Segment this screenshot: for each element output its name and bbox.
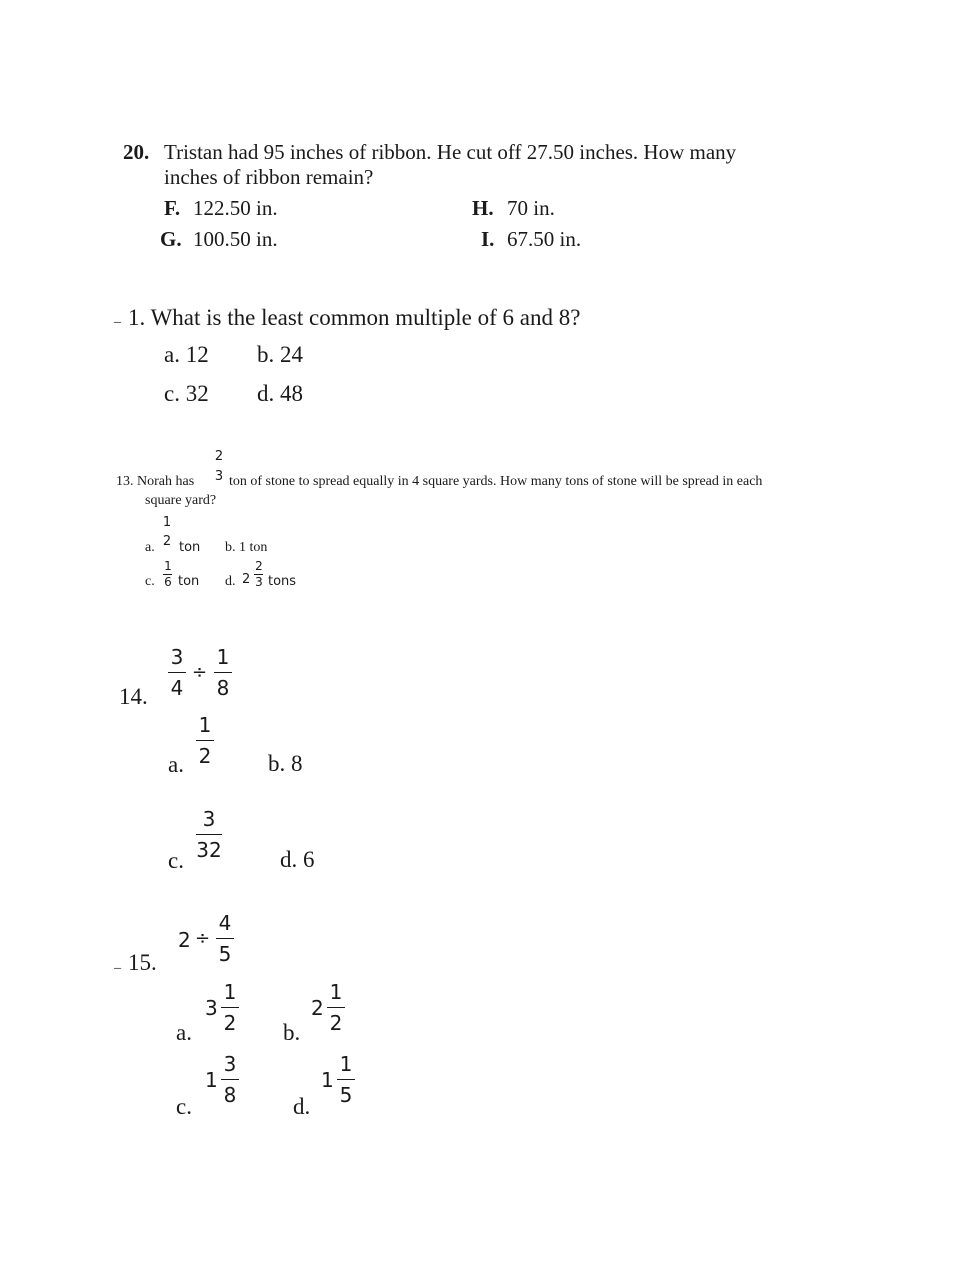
fraction-bar <box>221 1079 239 1080</box>
fraction-numerator: 2 <box>214 449 224 464</box>
choice-letter: c. <box>145 574 155 589</box>
choice-c: c. 32 <box>164 381 209 406</box>
question-text-suffix: ton of stone to spread equally in 4 square yards. How many tons of stone will be spread in each <box>229 474 763 489</box>
fraction-denominator: 5 <box>339 1083 353 1107</box>
question-text: 1. What is the least common multiple of 6 and 8? <box>128 305 581 330</box>
choice-letter: a. <box>168 752 184 777</box>
answer-blank: _ <box>114 310 121 325</box>
divide-sign: ÷ <box>192 662 208 683</box>
choice-letter: a. <box>176 1020 192 1045</box>
fraction-numerator: 1 <box>329 980 343 1004</box>
fraction-numerator: 1 <box>198 713 212 737</box>
choice-letter: I. <box>481 227 495 251</box>
fraction-bar <box>196 834 222 835</box>
fraction-numerator: 1 <box>339 1052 353 1076</box>
fraction-numerator: 3 <box>170 645 184 669</box>
question-text-prefix: 13. Norah has <box>116 474 195 489</box>
choice-letter: b. <box>283 1020 301 1045</box>
choice-letter: d. <box>293 1094 311 1119</box>
choice-b: b. 1 ton <box>225 540 268 555</box>
fraction-denominator: 3 <box>214 469 224 484</box>
fraction-numerator: 1 <box>164 559 172 573</box>
choice-d: d. 48 <box>257 381 303 406</box>
fraction-denominator: 8 <box>223 1083 237 1107</box>
choice-letter: a. <box>145 540 155 555</box>
question-text-line1: Tristan had 95 inches of ribbon. He cut off 27.50 inches. How many <box>164 140 737 164</box>
mixed-whole: 3 <box>205 996 218 1020</box>
mixed-whole: 1 <box>205 1068 218 1092</box>
fraction-numerator: 4 <box>218 911 232 935</box>
choice-letter: G. <box>160 227 182 251</box>
fraction-bar <box>168 672 186 673</box>
fraction-denominator: 4 <box>170 676 184 700</box>
question-text-line2: square yard? <box>145 493 217 508</box>
choice-unit: tons <box>268 574 297 589</box>
choice-unit: ton <box>179 540 201 555</box>
mixed-whole: 2 <box>242 572 251 587</box>
fraction-denominator: 2 <box>329 1011 343 1035</box>
fraction-denominator: 32 <box>196 838 222 862</box>
fraction-denominator: 5 <box>218 942 232 966</box>
fraction-denominator: 8 <box>216 676 230 700</box>
fraction-denominator: 3 <box>255 575 263 589</box>
choice-text: 67.50 in. <box>507 227 582 251</box>
choice-unit: ton <box>178 574 200 589</box>
fraction-numerator: 2 <box>255 559 263 573</box>
fraction-denominator: 2 <box>223 1011 237 1035</box>
choice-letter: c. <box>176 1094 192 1119</box>
divide-sign: ÷ <box>195 928 211 949</box>
expression-whole: 2 <box>178 928 191 952</box>
fraction-bar <box>327 1007 345 1008</box>
question-number: 15. <box>128 950 157 975</box>
choice-a: a. 12 <box>164 342 209 367</box>
choice-text: 122.50 in. <box>193 196 278 220</box>
mixed-whole: 1 <box>321 1068 334 1092</box>
fraction-denominator: 2 <box>162 534 172 549</box>
answer-blank: _ <box>114 956 121 971</box>
fraction-numerator: 1 <box>223 980 237 1004</box>
fraction-bar <box>337 1079 355 1080</box>
choice-letter: d. <box>225 574 236 589</box>
choice-letter: H. <box>472 196 494 220</box>
question-number: 14. <box>119 684 148 709</box>
fraction-bar <box>221 1007 239 1008</box>
question-number: 20. <box>123 140 150 164</box>
fraction-bar <box>214 672 232 673</box>
mixed-whole: 2 <box>311 996 324 1020</box>
choice-letter: F. <box>164 196 181 220</box>
choice-text: 100.50 in. <box>193 227 278 251</box>
fraction-denominator: 6 <box>164 575 172 589</box>
fraction-numerator: 1 <box>162 515 172 530</box>
choice-text: 70 in. <box>507 196 555 220</box>
fraction-numerator: 3 <box>202 807 216 831</box>
question-text-line2: inches of ribbon remain? <box>164 165 374 189</box>
choice-b: b. 24 <box>257 342 303 367</box>
fraction-bar <box>196 740 214 741</box>
choice-d: d. 6 <box>280 847 315 872</box>
choice-letter: c. <box>168 848 184 873</box>
fraction-numerator: 3 <box>223 1052 237 1076</box>
fraction-numerator: 1 <box>216 645 230 669</box>
fraction-bar <box>216 938 234 939</box>
choice-b: b. 8 <box>268 751 303 776</box>
fraction-denominator: 2 <box>198 744 212 768</box>
